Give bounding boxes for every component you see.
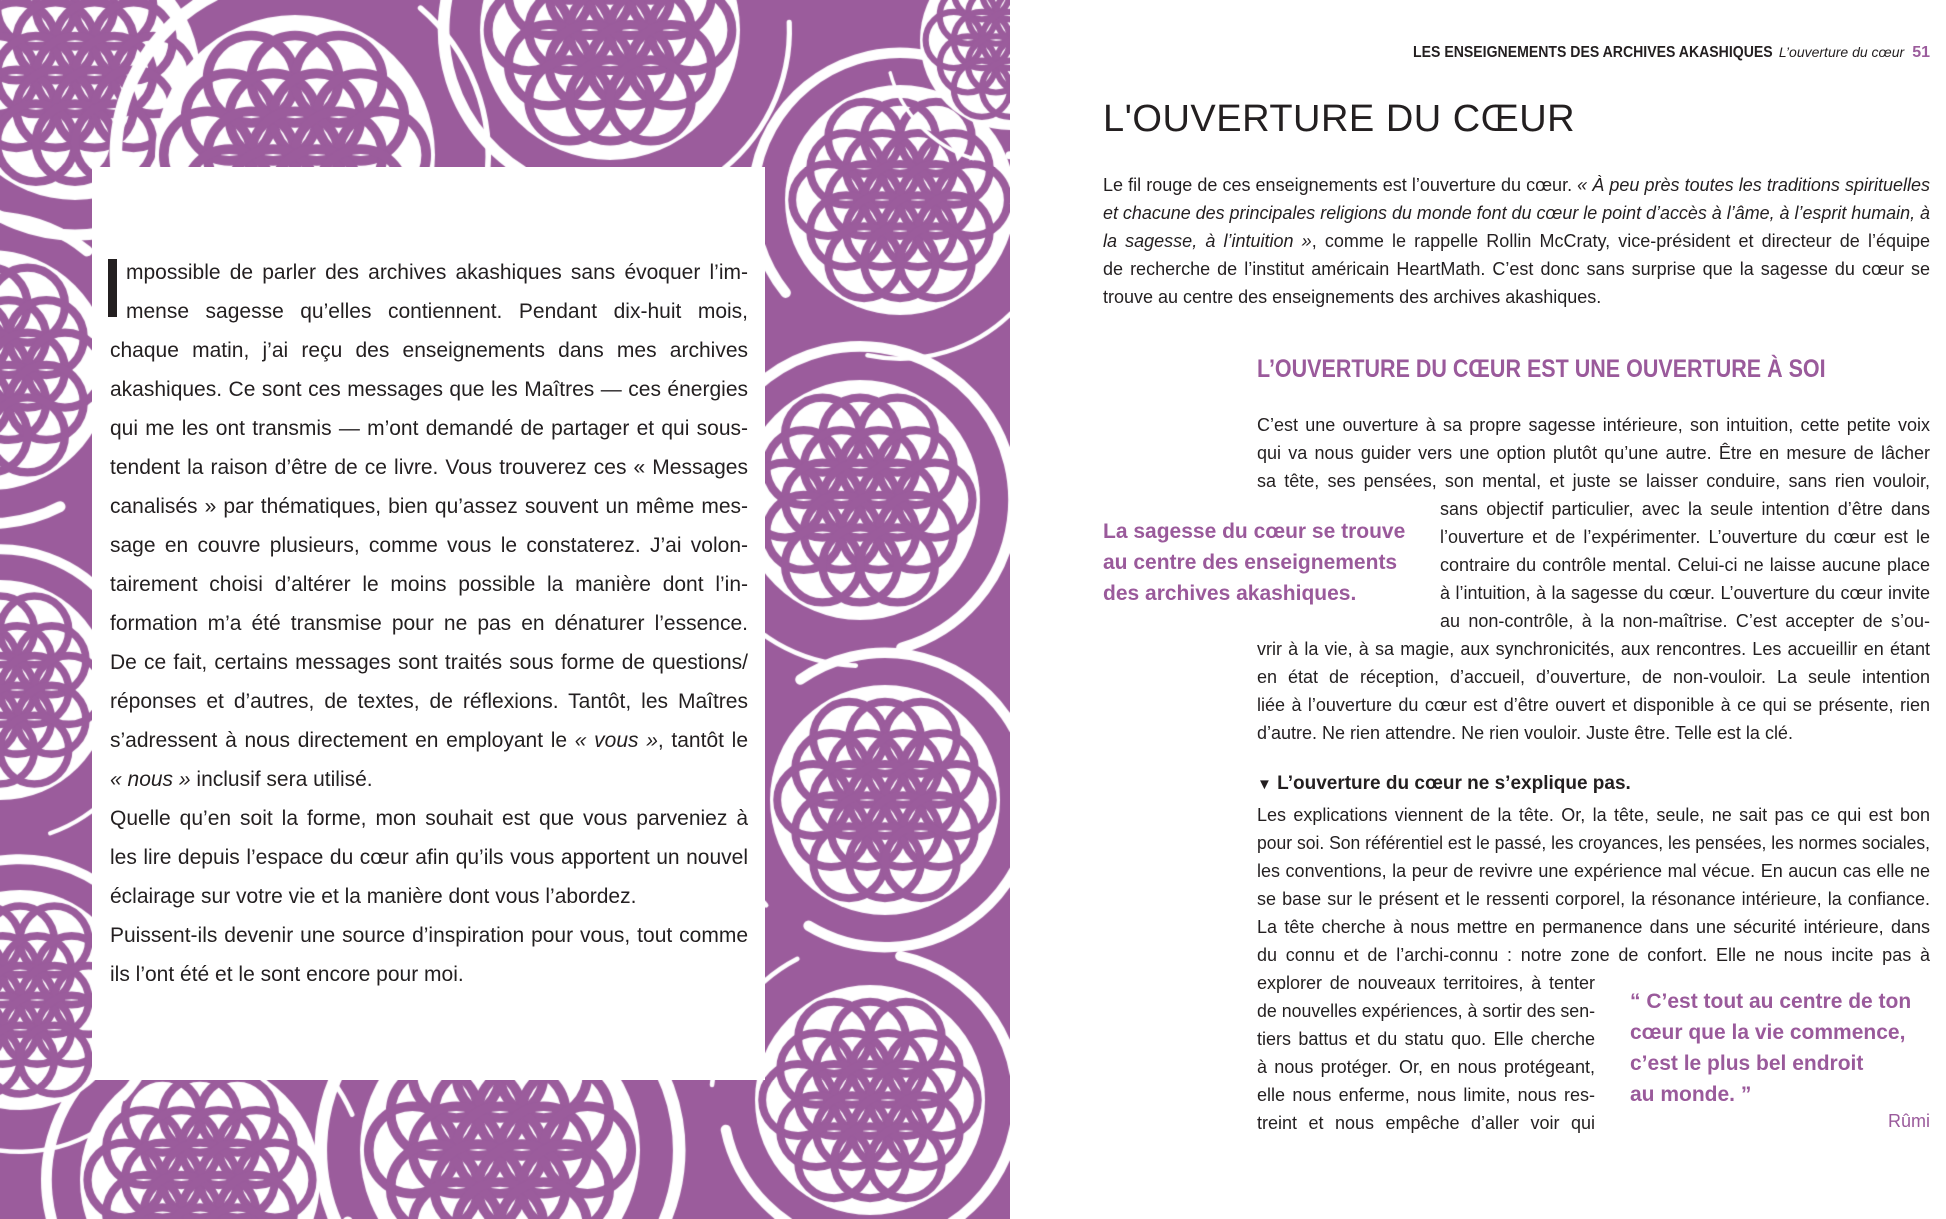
text-line: l’ouverture et de l’expérimenter. L’ouverture du cœur est le bbox=[1440, 527, 1930, 547]
drop-cap bbox=[108, 259, 117, 317]
text-line: canalisés » par thématiques, bien qu’assez souvent un même mes- bbox=[110, 495, 748, 518]
bullet-heading bbox=[1257, 773, 1631, 795]
text-line: les conventions, la peur de revivre une expérience mal vécue. En aucun cas elle ne bbox=[1257, 861, 1930, 881]
pull-quote-line: La sagesse du cœur se trouve bbox=[1103, 520, 1406, 543]
text-line: de recherche de l’institut américain HeartMath. C’est donc sans surprise que la sagesse du cœur se bbox=[1103, 259, 1930, 279]
text-line: de nouvelles expériences, à sortir des sen- bbox=[1257, 1001, 1595, 1021]
text-segment: la sagesse, à l’intuition » bbox=[1103, 231, 1312, 251]
text-line: C’est une ouverture à sa propre sagesse intérieure, son intuition, cette petite voix bbox=[1257, 415, 1930, 435]
text-line: se base sur le présent et le ressenti corporel, la résonance intérieure, la confiance. bbox=[1257, 889, 1930, 909]
text-line: d’autre. Ne rien attendre. Ne rien vouloir. Juste être. Telle est la clé. bbox=[1257, 723, 1793, 743]
text-line: à nous protéger. Or, en nous protégeant, bbox=[1257, 1057, 1595, 1077]
text-line bbox=[1103, 228, 1930, 254]
text-line: éclairage sur votre vie et la manière dont vous l’abordez. bbox=[110, 885, 637, 908]
text-line: Puissent-ils devenir une source d’inspiration pour vous, tout comme bbox=[110, 924, 748, 947]
text-line: Quelle qu’en soit la forme, mon souhait est que vous parveniez à bbox=[110, 807, 748, 830]
text-line: tendent la raison d’être de ce livre. Vous trouverez ces « Messages bbox=[110, 456, 748, 479]
text-line: De ce fait, certains messages sont traités sous forme de questions/ bbox=[110, 651, 748, 674]
text-line: réponses et d’autres, de textes, de réflexions. Tantôt, les Maîtres bbox=[110, 690, 748, 713]
text-line: mense sagesse qu’elles contiennent. Pendant dix-huit mois, bbox=[126, 300, 748, 323]
text-line: liée à l’ouverture du cœur est d’être ouvert et disponible à ce qui se présente, rien bbox=[1257, 695, 1930, 715]
text-line bbox=[110, 726, 748, 756]
text-line: formation m’a été transmise pour ne pas en dénaturer l’essence. bbox=[110, 612, 748, 635]
text-line bbox=[1103, 200, 1930, 226]
text-line: elle nous enferme, nous limite, nous res- bbox=[1257, 1085, 1595, 1105]
running-head bbox=[1364, 44, 1930, 62]
text-segment: « À peu près toutes les traditions spirituelles bbox=[1577, 175, 1930, 195]
text-line: en état de réception, d’accueil, d’ouverture, de non-vouloir. La seule intention bbox=[1257, 667, 1930, 687]
quote-author: Rûmi bbox=[1887, 1111, 1930, 1131]
section-subheading: L’OUVERTURE DU CŒUR EST UNE OUVERTURE À SOI bbox=[1257, 355, 1826, 383]
text-line: au non-contrôle, à la non-maîtrise. C’est accepter de s’ou- bbox=[1440, 611, 1930, 631]
text-segment: s’adressent à nous directement en employant le bbox=[110, 729, 575, 752]
text-line: sans objectif particulier, avec la seule intention d’être dans bbox=[1440, 499, 1930, 519]
text-line: les lire depuis l’espace du cœur afin qu’ils vous apportent un nouvel bbox=[110, 846, 748, 869]
text-line: tiers battus et du statu quo. Elle cherche bbox=[1257, 1029, 1595, 1049]
text-segment: « nous » bbox=[110, 768, 191, 791]
text-line: à l’intuition, à la sagesse du cœur. L’ouverture du cœur invite bbox=[1440, 583, 1930, 603]
text-line: du connu et de l’archi-connu : notre zone de confort. Elle ne nous incite pas à bbox=[1257, 945, 1930, 965]
text-line: qui va nous guider vers une option plutôt qu’une autre. Être en mesure de lâcher bbox=[1257, 443, 1930, 463]
text-line: sage en couvre plusieurs, comme vous le constaterez. J’ai volon- bbox=[110, 534, 748, 557]
text-line: mpossible de parler des archives akashiques sans évoquer l’im- bbox=[126, 261, 748, 284]
text-line: akashiques. Ce sont ces messages que les Maîtres — ces énergies bbox=[110, 378, 748, 401]
text-segment: « vous » bbox=[574, 729, 658, 752]
text-line: pour soi. Son référentiel est le passé, les croyances, les pensées, les normes sociales, bbox=[1257, 833, 1930, 853]
text-line: La tête cherche à nous mettre en permanence dans une sécurité intérieure, dans bbox=[1257, 917, 1930, 937]
text-segment: , tantôt le bbox=[657, 729, 748, 752]
running-head-section: LES ENSEIGNEMENTS DES ARCHIVES AKASHIQUES bbox=[1413, 44, 1773, 61]
text-line: treint et nous empêche d’aller voir qui bbox=[1257, 1113, 1595, 1133]
text-line bbox=[110, 765, 748, 795]
text-line: Les explications viennent de la tête. Or, la tête, seule, ne sait pas ce qui est bon bbox=[1257, 805, 1930, 825]
triangle-down-icon: ▼ bbox=[1257, 776, 1272, 793]
text-line: qui me les ont transmis — m’ont demandé de partager et qui sous- bbox=[110, 417, 748, 440]
text-segment: inclusif sera utilisé. bbox=[190, 768, 373, 791]
text-segment: Le fil rouge de ces enseignements est l’ouverture du cœur. bbox=[1103, 175, 1578, 195]
page-number: 51 bbox=[1912, 44, 1930, 61]
text-line: trouve au centre des enseignements des archives akashiques. bbox=[1103, 287, 1602, 307]
text-line: contraire du contrôle mental. Celui-ci ne laisse aucune place bbox=[1440, 555, 1930, 575]
pull-quote-line: des archives akashiques. bbox=[1103, 582, 1357, 605]
quote-line: cœur que la vie commence, bbox=[1630, 1021, 1906, 1044]
quote-line: au monde. ” bbox=[1630, 1083, 1752, 1106]
text-line: explorer de nouveaux territoires, à tenter bbox=[1257, 973, 1595, 993]
text-segment: et chacune des principales religions du monde font du cœur le point d’accès à l’âme, à l’esprit humain, à bbox=[1103, 203, 1930, 223]
pull-quote-line: au centre des enseignements bbox=[1103, 551, 1398, 574]
text-segment: , comme le rappelle Rollin McCraty, vice-président et directeur de l’équipe bbox=[1311, 231, 1930, 251]
text-line: sa tête, ses pensées, son mental, et juste se laisser conduire, sans rien vouloir, bbox=[1257, 471, 1930, 491]
quote-line: c’est le plus bel endroit bbox=[1630, 1052, 1864, 1075]
text-line: ils l’ont été et le sont encore pour moi. bbox=[110, 963, 464, 986]
running-head-chapter: L’ouverture du cœur bbox=[1778, 44, 1905, 60]
text-line: chaque matin, j’ai reçu des enseignements dans mes archives bbox=[110, 339, 748, 362]
text-line: tairement choisi d’altérer le moins possible la manière dont l’in- bbox=[110, 573, 748, 596]
page-title: L'OUVERTURE DU CŒUR bbox=[1103, 98, 1576, 140]
text-line: vrir à la vie, à sa magie, aux synchronicités, aux rencontres. Les accueillir en étant bbox=[1257, 639, 1930, 659]
quote-line: “ C’est tout au centre de ton bbox=[1630, 990, 1912, 1013]
text-line bbox=[1103, 172, 1930, 198]
bullet-heading-text: L’ouverture du cœur ne s’explique pas. bbox=[1277, 773, 1631, 794]
